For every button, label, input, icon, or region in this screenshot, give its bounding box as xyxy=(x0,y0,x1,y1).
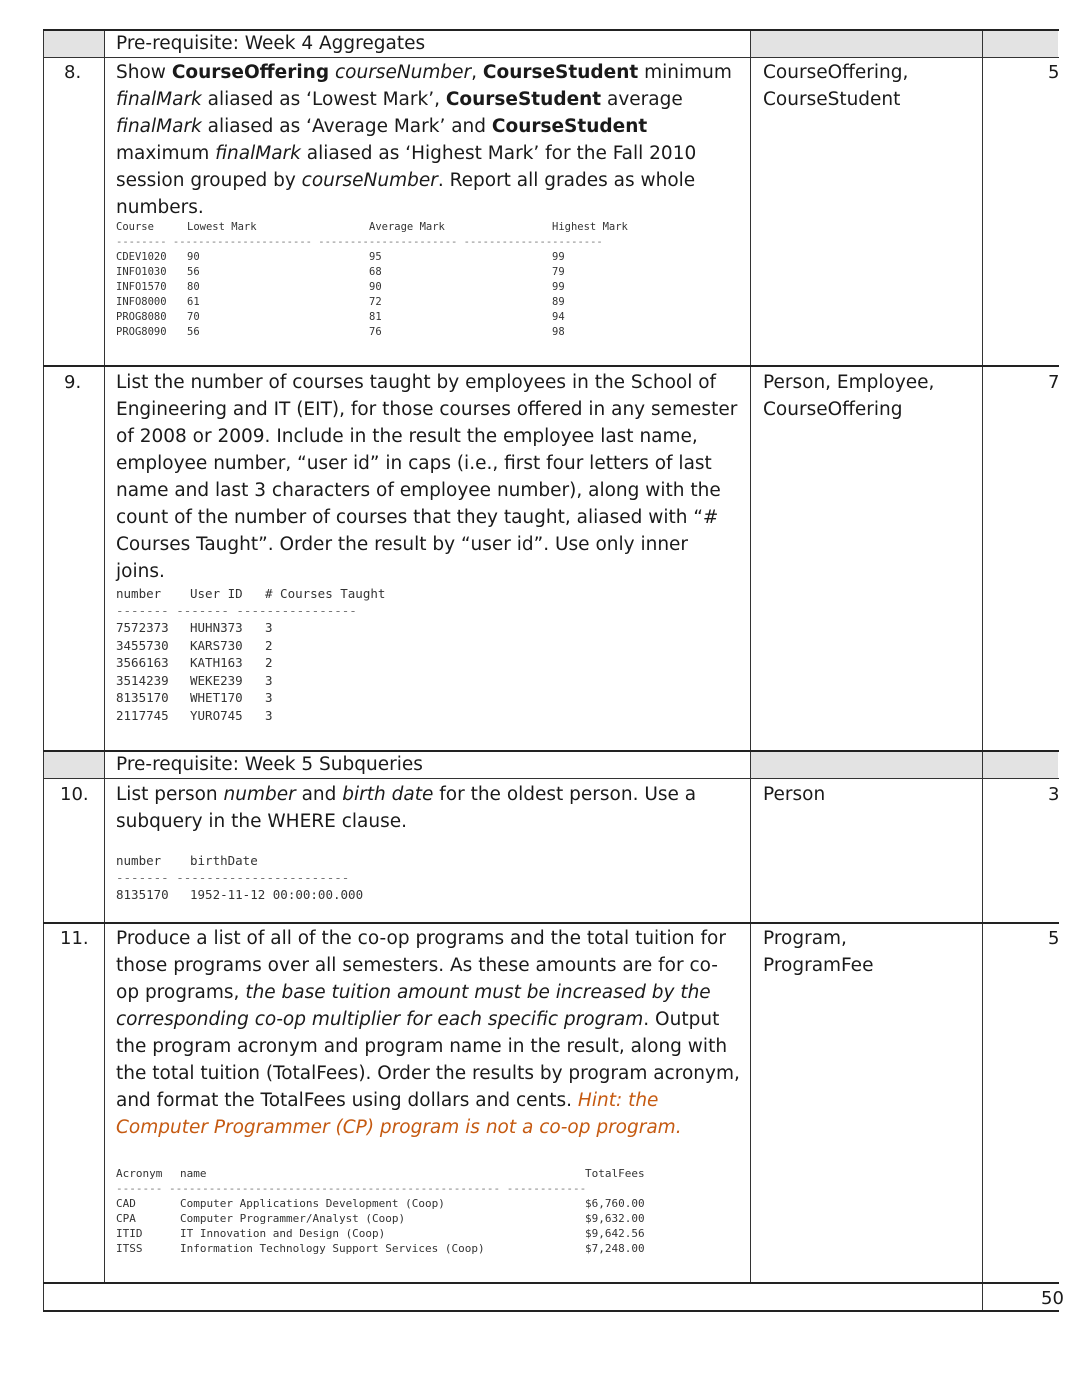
q8-header-highest: Highest Mark xyxy=(552,221,628,233)
question-10-text: List person number and birth date for the oldest person. Use a subquery in the WHERE clause. xyxy=(116,784,697,832)
q8-col-lowest: 90 56 80 61 70 56 xyxy=(187,251,200,338)
question-number-9: 9. xyxy=(64,372,82,393)
q9-header-courses: # Courses Taught xyxy=(265,586,386,601)
question-9-points: 7 xyxy=(1048,372,1060,393)
prereq-week4: Pre-requisite: Week 4 Aggregates xyxy=(116,33,426,54)
q11-header-acronym: Acronym xyxy=(116,1167,163,1180)
question-number-8: 8. xyxy=(64,62,82,83)
q10-separator: ------- ----------------------- xyxy=(116,870,350,885)
q11-col-name: Computer Applications Development (Coop) Computer Programmer/Analyst (Coop) IT Innovation and Design (Coop) Information Technology Support Services (Coop) xyxy=(180,1197,485,1255)
q8-col-highest: 99 79 99 89 94 98 xyxy=(552,251,565,338)
q10-cell-birthdate: 1952-11-12 00:00:00.000 xyxy=(190,887,364,902)
column-divider-tables xyxy=(750,29,751,1282)
q9-header-userid: User ID xyxy=(190,586,243,601)
q9-col-courses: 3 2 2 3 3 3 xyxy=(265,620,273,723)
q11-col-totalfees: $6,760.00 $9,632.00 $9,642.56 $7,248.00 xyxy=(585,1197,645,1255)
question-9-tables: Person, Employee, CourseOffering xyxy=(763,372,935,420)
question-number-10: 10. xyxy=(60,784,89,805)
q11-header-totalfees: TotalFees xyxy=(585,1167,645,1180)
row-divider-q11 xyxy=(43,922,1059,924)
row-divider-q9 xyxy=(43,365,1059,367)
q8-header-average: Average Mark xyxy=(369,221,445,233)
q8-col-average: 95 68 90 72 81 76 xyxy=(369,251,382,338)
prereq-week5: Pre-requisite: Week 5 Subqueries xyxy=(116,754,423,775)
q8-separator: -------- ---------------------- ---------------------- ---------------------- xyxy=(116,236,603,248)
row-divider-total xyxy=(43,1282,1059,1284)
question-9-text: List the number of courses taught by employees in the School of Engineering and IT (EIT), for those courses offered in any semester of 2008 or 2009. Include in the result the employee last name, employee number, “user id” in caps (i.e., first four letters of last name and last 3 characters of employee number), along with the count of the number of courses that they taught, aliased with “# Courses Taught”. Order the result by “user id”. Use only inner joins. xyxy=(116,372,738,582)
question-8-text: Show CourseOffering courseNumber, CourseStudent minimum finalMark aliased as ‘Lowest Mark’, CourseStudent average finalMark aliased as ‘Average Mark’ and CourseStudent maximum finalMark aliased as ‘Highest Mark’ for the Fall 2010 session grouped by courseNumber. Report all grades as whole numbers. xyxy=(116,62,732,218)
table-border-bottom xyxy=(43,1310,1059,1312)
question-10-tables: Person xyxy=(763,784,826,805)
row-divider-q8 xyxy=(43,57,1059,58)
q9-col-userid: HUHN373 KARS730 KATH163 WEKE239 WHET170 YURO745 xyxy=(190,620,243,723)
question-11-tables: Program, ProgramFee xyxy=(763,928,874,976)
q10-header-number: number xyxy=(116,853,162,868)
q9-separator: ------- ------- ---------------- xyxy=(116,603,357,618)
q11-separator: ------- -------------------------------------------------- ------------ xyxy=(116,1182,587,1195)
q10-cell-number: 8135170 xyxy=(116,887,169,902)
row-divider-prereq2 xyxy=(43,750,1059,752)
q11-col-acronym: CAD CPA ITID ITSS xyxy=(116,1197,143,1255)
table-border-top xyxy=(43,29,1059,31)
question-10-points: 3 xyxy=(1048,784,1060,805)
q11-header-name: name xyxy=(180,1167,207,1180)
question-11-points: 5 xyxy=(1048,928,1060,949)
table-border-left xyxy=(43,29,44,1312)
column-divider-number xyxy=(104,29,105,1282)
q9-col-number: 7572373 3455730 3566163 3514239 8135170 2117745 xyxy=(116,620,169,723)
q8-header-course: Course xyxy=(116,221,154,233)
q9-header-number: number xyxy=(116,586,162,601)
column-divider-points xyxy=(982,29,983,1312)
question-8-points: 5 xyxy=(1048,62,1060,83)
question-11-text: Produce a list of all of the co-op programs and the total tuition for those programs over all semesters. As these amounts are for co-op programs, the base tuition amount must be increased by the corresponding co-op multiplier for each specific program. Output the program acronym and program name in the result, along with the total tuition (TotalFees). Order the results by program acronym, and format the TotalFees using dollars and cents. Hint: the Computer Programmer (CP) program is not a co-op program. xyxy=(116,928,740,1138)
total-points: 50 xyxy=(1041,1288,1064,1309)
question-number-11: 11. xyxy=(60,928,89,949)
q8-header-lowest: Lowest Mark xyxy=(187,221,257,233)
q10-header-birthdate: birthDate xyxy=(190,853,258,868)
q8-col-course: CDEV1020 INFO1030 INFO1570 INFO8000 PROG8080 PROG8090 xyxy=(116,251,167,338)
hint-text: Hint: the Computer Programmer (CP) program is not a co-op program. xyxy=(116,1090,682,1138)
row-divider-q10 xyxy=(43,778,1059,779)
question-8-tables: CourseOffering, CourseStudent xyxy=(763,62,909,110)
